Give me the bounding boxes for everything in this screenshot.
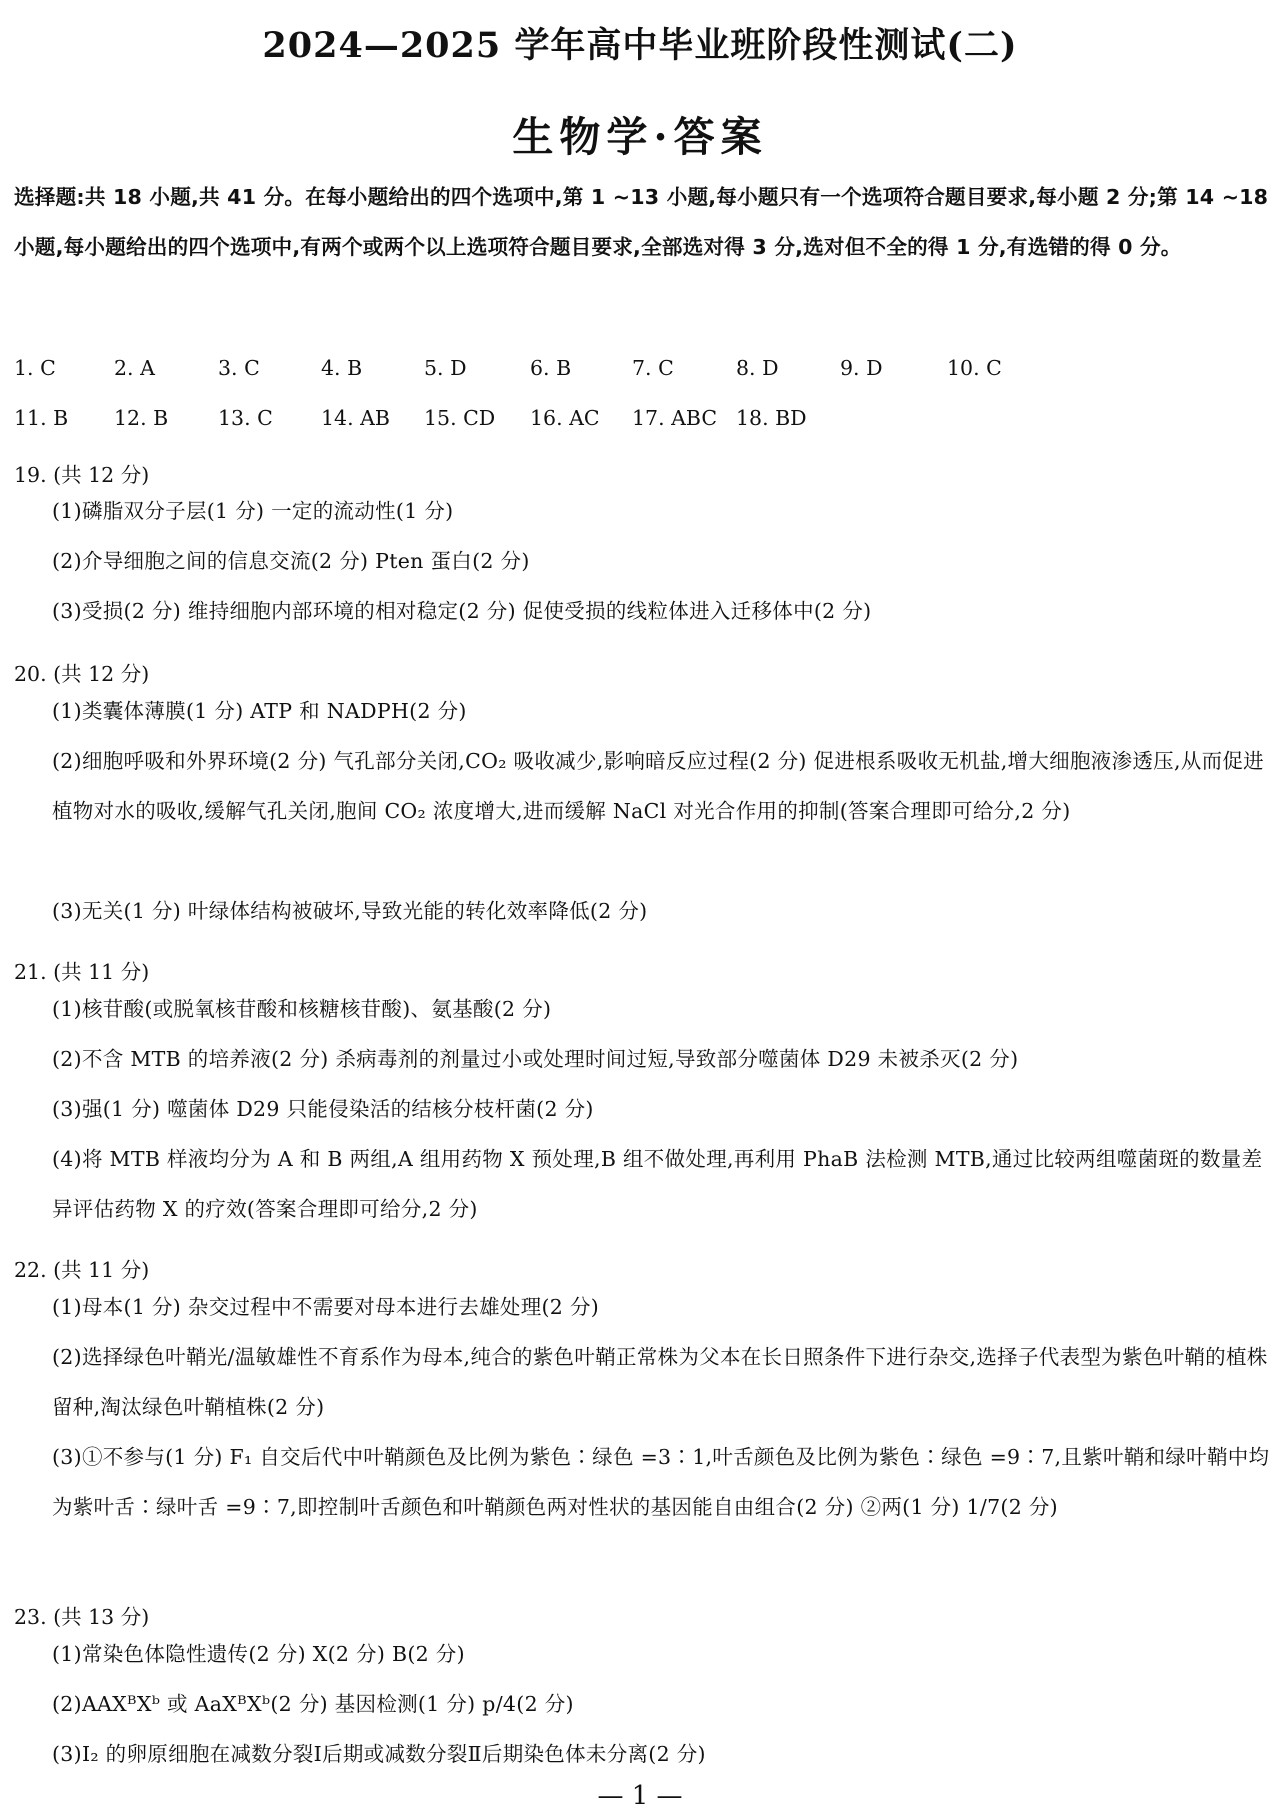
- question-19-heading: 19. (共 12 分): [14, 463, 150, 487]
- answer-item: 9. D: [840, 356, 883, 380]
- question-21-part-1: (1)核苷酸(或脱氧核苷酸和核糖核苷酸)、氨基酸(2 分): [52, 997, 552, 1021]
- question-19-part-3: (3)受损(2 分) 维持细胞内部环境的相对稳定(2 分) 促使受损的线粒体进入迁移体中(2 分): [52, 599, 872, 623]
- question-19-part-1: (1)磷脂双分子层(1 分) 一定的流动性(1 分): [52, 499, 454, 523]
- question-21-part-4: (4)将 MTB 样液均分为 A 和 B 两组,A 组用药物 X 预处理,B 组不做处理,再利用 PhaB 法检测 MTB,通过比较两组噬菌斑的数量差异评估药物 X 的疗效(答案合理即可给分,2 分): [52, 1147, 1263, 1221]
- question-21-part-2: (2)不含 MTB 的培养液(2 分) 杀病毒剂的剂量过小或处理时间过短,导致部分噬菌体 D29 未被杀灭(2 分): [52, 1047, 1019, 1071]
- answer-item: 14. AB: [321, 406, 390, 430]
- page-subtitle: 生物学·答案: [512, 113, 768, 161]
- question-23-part-1: (1)常染色体隐性遗传(2 分) X(2 分) B(2 分): [52, 1642, 465, 1666]
- question-20-heading: 20. (共 12 分): [14, 662, 150, 686]
- question-20-part-2: (2)细胞呼吸和外界环境(2 分) 气孔部分关闭,CO₂ 吸收减少,影响暗反应过程(2 分) 促进根系吸收无机盐,增大细胞液渗透压,从而促进植物对水的吸收,缓解气孔关闭,胞间 CO₂ 浓度增大,进而缓解 NaCl 对光合作用的抑制(答案合理即可给分,2 分): [52, 749, 1264, 823]
- answer-item: 17. ABC: [632, 406, 718, 430]
- question-22-part-1: (1)母本(1 分) 杂交过程中不需要对母本进行去雄处理(2 分): [52, 1295, 600, 1319]
- answer-item: 1. C: [14, 356, 56, 380]
- question-23-heading: 23. (共 13 分): [14, 1605, 150, 1629]
- question-19-part-2: (2)介导细胞之间的信息交流(2 分) Pten 蛋白(2 分): [52, 549, 530, 573]
- question-23-part-3: (3)Ⅰ₂ 的卵原细胞在减数分裂Ⅰ后期或减数分裂Ⅱ后期染色体未分离(2 分): [52, 1742, 706, 1766]
- answer-item: 3. C: [218, 356, 260, 380]
- answer-item: 12. B: [114, 406, 169, 430]
- answer-item: 4. B: [321, 356, 363, 380]
- answer-item: 8. D: [736, 356, 779, 380]
- answer-item: 6. B: [530, 356, 572, 380]
- page-number: — 1 —: [597, 1781, 683, 1811]
- page-title: 2024—2025 学年高中毕业班阶段性测试(二): [262, 25, 1018, 66]
- answer-item: 5. D: [424, 356, 467, 380]
- answer-item: 2. A: [114, 356, 155, 380]
- answer-item: 11. B: [14, 406, 69, 430]
- answer-row: [14, 398, 1274, 448]
- answer-item: 18. BD: [736, 406, 807, 430]
- answer-row: [14, 348, 1274, 398]
- question-22-part-3: (3)①不参与(1 分) F₁ 自交后代中叶鞘颜色及比例为紫色∶绿色 =3∶1,叶舌颜色及比例为紫色∶绿色 =9∶7,且紫叶鞘和绿叶鞘中均为紫叶舌∶绿叶舌 =9∶7,即控制叶舌颜色和叶鞘颜色两对性状的基因能自由组合(2 分) ②两(1 分) 1/7(2 分): [52, 1445, 1270, 1519]
- question-22-heading: 22. (共 11 分): [14, 1258, 150, 1282]
- answer-item: 7. C: [632, 356, 674, 380]
- answer-item: 13. C: [218, 406, 273, 430]
- question-20-part-3: (3)无关(1 分) 叶绿体结构被破坏,导致光能的转化效率降低(2 分): [52, 899, 648, 923]
- question-21-heading: 21. (共 11 分): [14, 960, 150, 984]
- choice-answers: [14, 348, 1274, 448]
- answer-item: 15. CD: [424, 406, 496, 430]
- question-23-part-2: (2)AAXᴮXᵇ 或 AaXᴮXᵇ(2 分) 基因检测(1 分) p/4(2 分): [52, 1692, 574, 1716]
- question-21-part-3: (3)强(1 分) 噬菌体 D29 只能侵染活的结核分枝杆菌(2 分): [52, 1097, 594, 1121]
- question-22-part-2: (2)选择绿色叶鞘光/温敏雄性不育系作为母本,纯合的紫色叶鞘正常株为父本在长日照条件下进行杂交,选择子代表型为紫色叶鞘的植株留种,淘汰绿色叶鞘植株(2 分): [52, 1345, 1268, 1419]
- answer-item: 10. C: [947, 356, 1002, 380]
- answer-item: 16. AC: [530, 406, 600, 430]
- question-20-part-1: (1)类囊体薄膜(1 分) ATP 和 NADPH(2 分): [52, 699, 467, 723]
- choice-instructions: 选择题:共 18 小题,共 41 分。在每小题给出的四个选项中,第 1 ~13 小题,每小题只有一个选项符合题目要求,每小题 2 分;第 14 ~18 小题,每小题给出的四个选项中,有两个或两个以上选项符合题目要求,全部选对得 3 分,选对但不全的得 1 分,有选错的得 0 分。: [14, 185, 1269, 259]
